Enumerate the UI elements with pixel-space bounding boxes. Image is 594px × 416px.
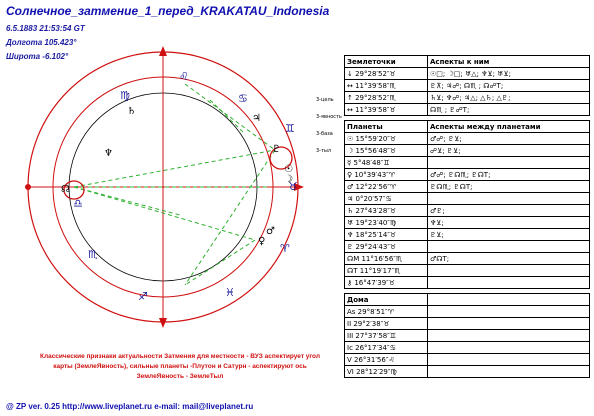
table-row [345,318,590,330]
cell: ♃ 0°20′57″♋ [345,193,428,205]
table-row [345,366,590,378]
table-row [345,265,590,277]
table-row [345,342,590,354]
saturn-glyph: ♄ [127,106,136,117]
sign-aries: ♈ [280,242,290,255]
table-row [345,181,590,193]
cell: ♇⊻; [428,229,590,241]
cell: ♇⊼; ♃☍; ☊♏ ; ☊☍T; [428,80,590,92]
cell: ☽ 15°56′48″♉ [345,145,428,157]
planets-table [344,120,590,289]
cell: VI 28°12′29″♍ [345,366,428,378]
table-row [345,169,590,181]
cell: ↑ 29°28′52″♏ [345,92,428,104]
cell: III 27°37′58″♊ [345,330,428,342]
table-row [345,241,590,253]
table-row [345,80,590,92]
table-row [345,277,590,289]
table-row [345,205,590,217]
table-row [345,253,590,265]
sign-taurus: ♉ [288,180,298,193]
sign-gemini: ♊ [285,122,295,135]
cell: ♂☊T; [428,253,590,265]
cell: II 29°2′38″♉ [345,318,428,330]
cell: ⚷ 16°47′39″♉ [345,277,428,289]
sign-scorpio: ♏ [88,248,98,261]
chart-latitude: Широта -6.102° [6,52,69,61]
table-row [345,306,590,318]
cell: ☿ 5°48′48″♊ [345,157,428,169]
cell [428,265,590,277]
col-header: Аспекты между планетами [428,121,590,133]
sign-libra: ♎ [73,197,83,210]
side-label-1: 3-цель [316,97,334,103]
cell: ♄⊻; ♆☍; ♃△; △♄; △♇; [428,92,590,104]
table-row [345,68,590,80]
sun-glyph: ☉ [284,164,293,175]
cell: ☊T 11°19′17″♏ [345,265,428,277]
side-label-2: 3-явность [316,114,342,120]
col-header: Дома [345,294,428,306]
venus-glyph: ♀ [258,236,266,247]
cell: ♂ 12°22′56″♈ [345,181,428,193]
sign-leo: ♌ [179,70,189,83]
cell: ♄ 27°43′28″♉ [345,205,428,217]
left-point [25,184,31,190]
chart-title: Солнечное_затмение_1_перед_KRAKATAU_Indonesia [6,4,330,18]
cell: ☍⊻; ♇⊻; [428,145,590,157]
cell: V 26°31′56″♌ [345,354,428,366]
bottom-arrow [159,318,167,328]
cell: ↔ 11°39′58″♉ [345,104,428,116]
cell: As 29°8′51″♈ [345,306,428,318]
chart-longitude: Долгота 105.423° [6,38,77,47]
pluto-glyph: ♇ [272,144,281,155]
table-row [345,354,590,366]
jupiter-glyph: ♃ [252,113,261,124]
cell: ♀ 10°39′43″♈ [345,169,428,181]
table-row [345,157,590,169]
cell: ♂☍; ♇☊♏; ♇☊T; [428,169,590,181]
neptune-glyph: ♆ [104,148,113,159]
cell: ☉ 15°59′20″♉ [345,133,428,145]
table-row [345,229,590,241]
cell: ☉□; ☽□; ♅△; ♆⊻; ♅⊻; [428,68,590,80]
cell: ↔ 11°39′58″♏ [345,80,428,92]
planet-glyphs [61,106,293,247]
data-panel [344,55,594,380]
col-header: Аспекты к ним [428,56,590,68]
chart-date: 6.5.1883 21:53:54 GT [6,24,85,33]
cell: Ic 26°17′34″♋ [345,342,428,354]
side-label-4: 3-тыл [316,148,332,154]
table-row [345,193,590,205]
table-row [345,145,590,157]
cell: ♆⊻; [428,217,590,229]
cell [428,241,590,253]
sign-cancer: ♋ [238,92,248,105]
col-header: Планеты [345,121,428,133]
table-row [345,217,590,229]
table-row [345,133,590,145]
footer-text: @ ZP ver. 0.25 http://www.liveplanet.ru e-mail: mail@liveplanet.ru [6,402,254,411]
moon-glyph: ☽ [284,174,293,185]
col-header-blank [428,294,590,306]
cell [428,157,590,169]
natal-wheel [0,0,340,345]
sign-sagittarius: ♐ [138,290,148,303]
cell: ♇☊♏; ♇☊T; [428,181,590,193]
table-row [345,92,590,104]
mars-glyph: ♂ [266,226,275,237]
cell [428,193,590,205]
side-label-3: 3-база [316,131,333,137]
cell: ♂♇; [428,205,590,217]
cell: ♂☍; ♇⊻; [428,133,590,145]
top-arrow [159,46,167,56]
note-text: Классические признаки актуальности Затмения для местности - ВУЗ аспектирует угол карты (ЗемлеЯвность), сильные планеты -Плутон и Сатурн - аспектируют ось ЗемлеЯвность - ЗемлеТыл [39,353,320,380]
ascendant-glyph: ☊ [61,184,70,195]
table-row [345,330,590,342]
cell: ♆ 18°25′14″♉ [345,229,428,241]
col-header: Землеточки [345,56,428,68]
earth-points-table [344,55,590,116]
cell: ☊M 11°16′56″♏ [345,253,428,265]
cell: ♅ 19°23′40″♍ [345,217,428,229]
houses-table [344,293,590,378]
cell [428,277,590,289]
sign-pisces: ♓ [225,286,235,299]
cell: ♇ 29°24′43″♉ [345,241,428,253]
cell: ↓ 29°28′52″♉ [345,68,428,80]
sign-virgo: ♍ [120,89,130,102]
cell: ☊♏ ; ♇☍T; [428,104,590,116]
table-row [345,104,590,116]
